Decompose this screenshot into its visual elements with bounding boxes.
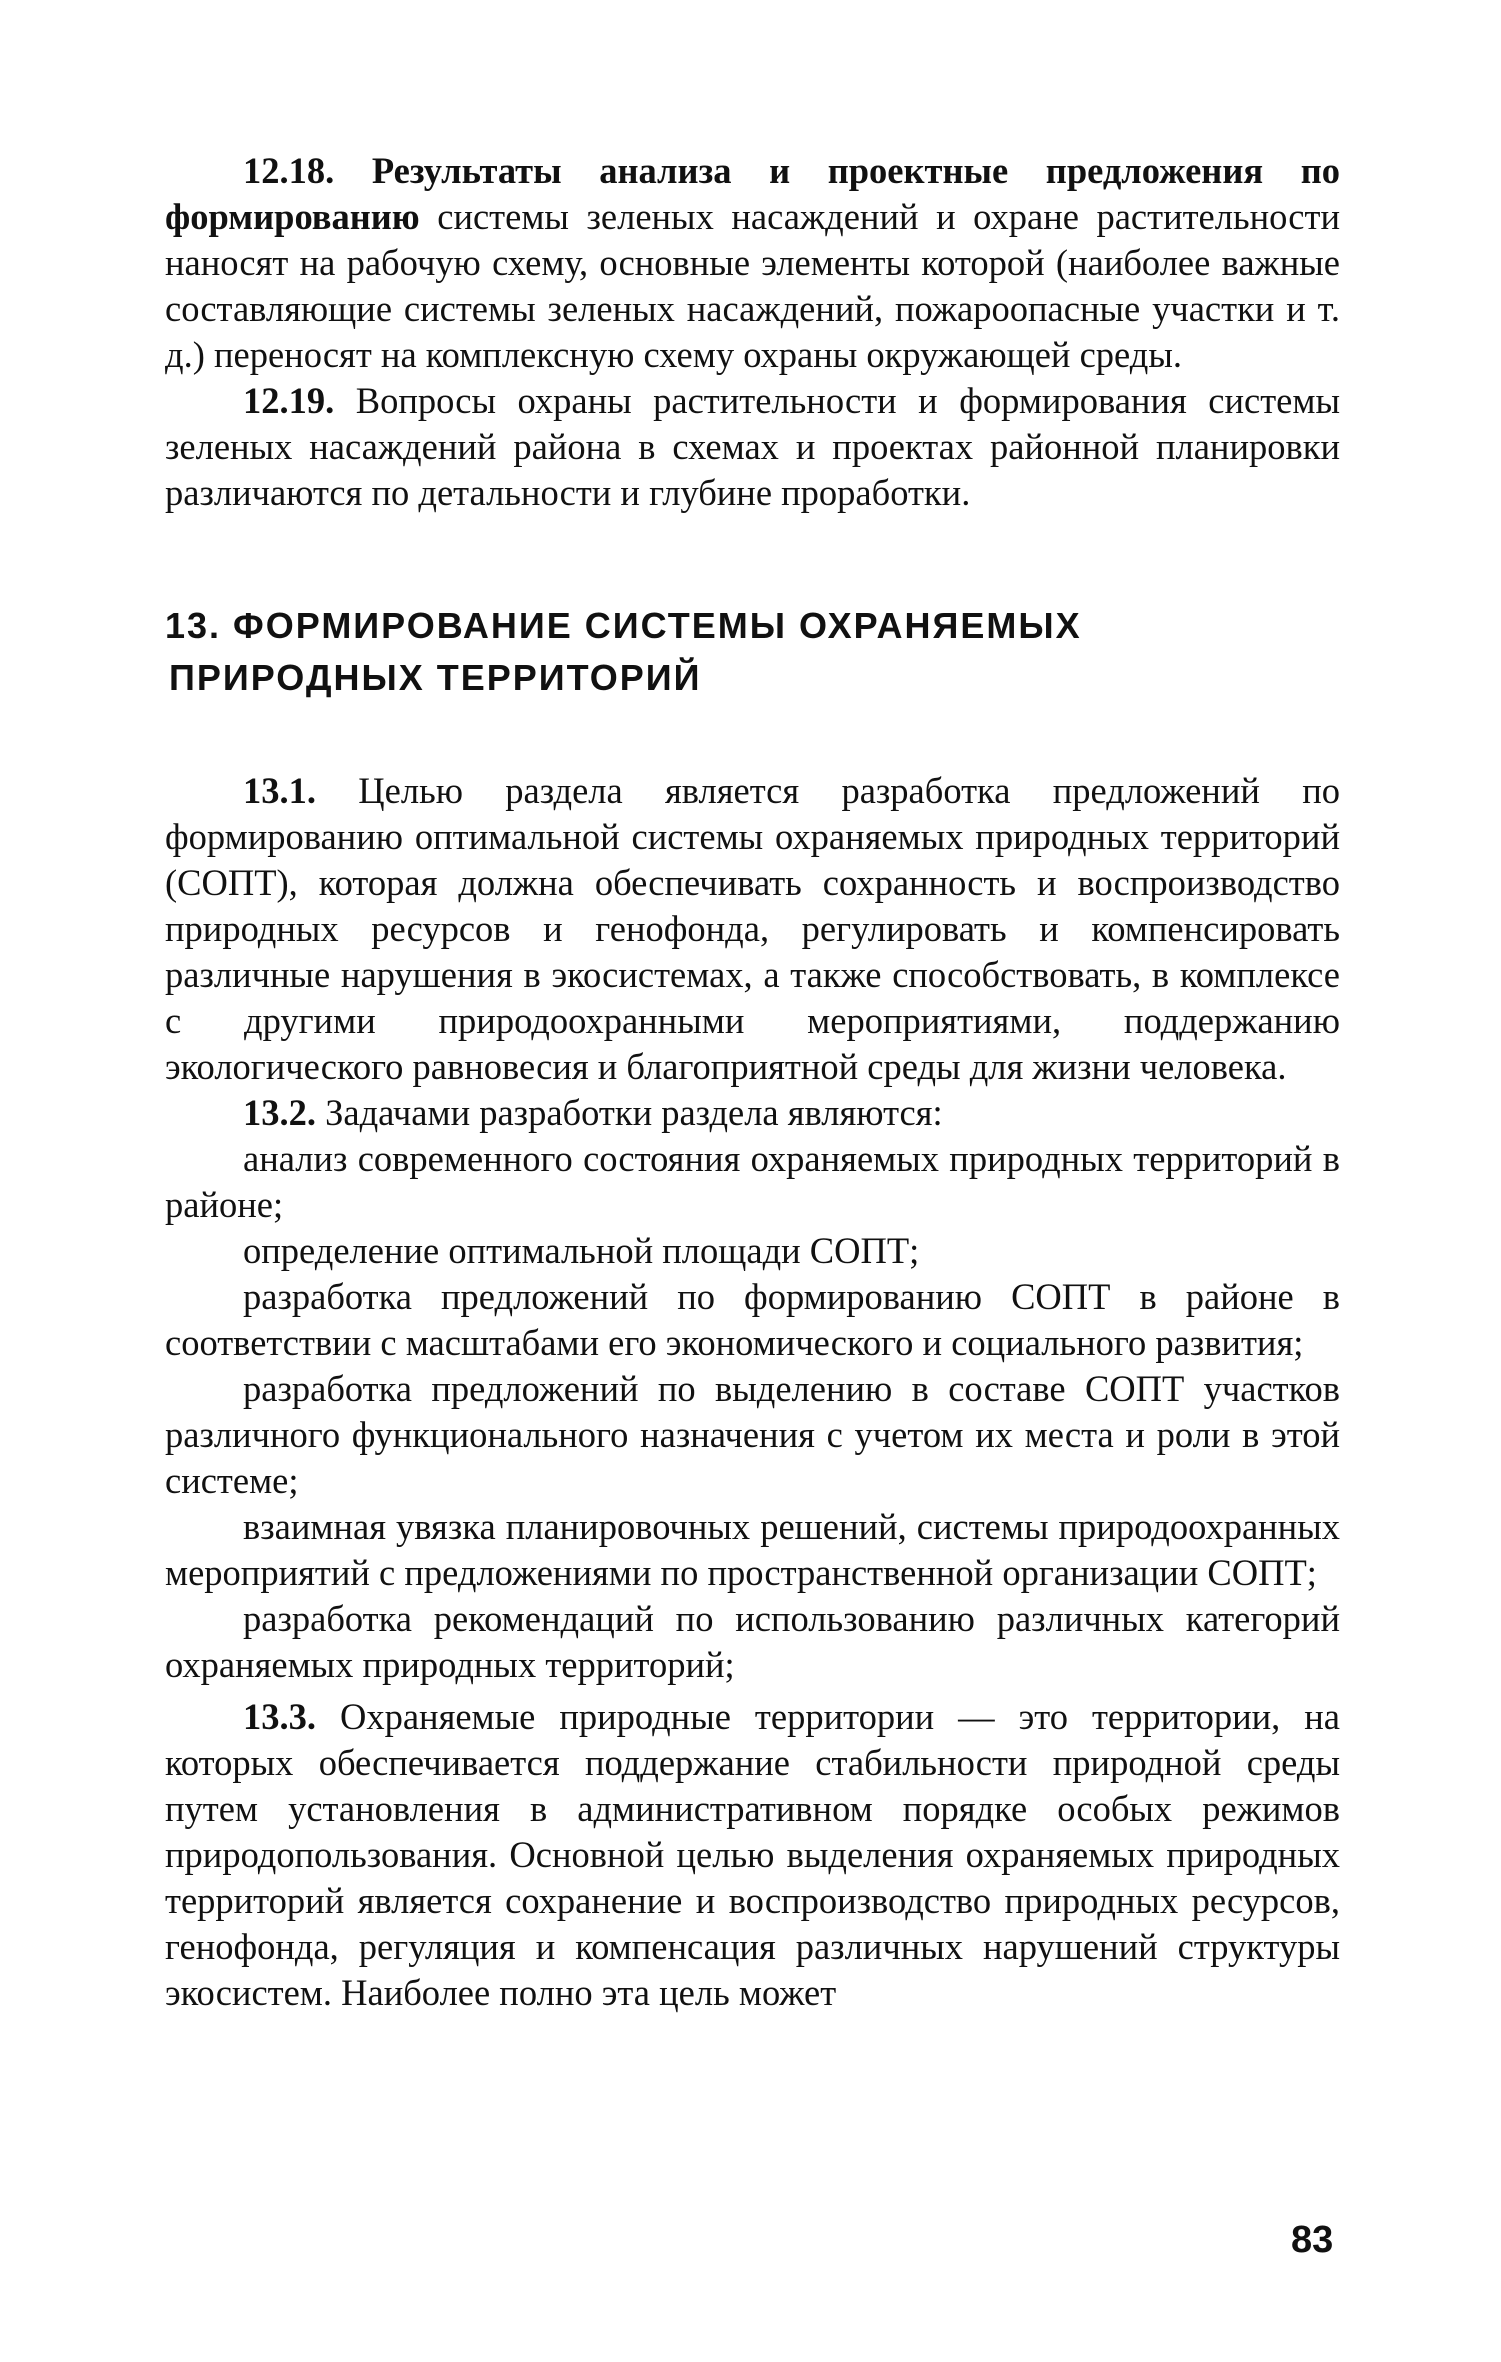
paragraph-number: 13.2. [243,1092,316,1133]
page-number: 83 [1291,2219,1334,2261]
paragraph-13-1 [165,768,1340,1090]
section-heading [165,600,1340,704]
paragraph-text: системы зеленых насаждений и охране растительности наносят на рабочую схему, основные элементы которой (наиболее важные составляющие системы зеленых насаждений, пожароопасные участки и т. д.) переносят на комплексную схему охраны окружающей среды. [165,196,1340,375]
paragraph-12-18 [165,148,1340,378]
task-item: разработка предложений по формированию СОПТ в районе в соответствии с масштабами его экономического и социального развития; [165,1276,1340,1363]
paragraph-13-3 [165,1694,1340,2016]
task-item: разработка рекомендаций по использованию различных категорий охраняемых природных территорий; [165,1598,1340,1685]
paragraph-text: Задачами разработки раздела являются: [316,1092,943,1133]
heading-line-2: ПРИРОДНЫХ ТЕРРИТОРИЙ [169,657,702,698]
paragraph-number: 13.1. [243,770,316,811]
heading-line-1: 13. ФОРМИРОВАНИЕ СИСТЕМЫ ОХРАНЯЕМЫХ [165,605,1082,646]
paragraph-bold-lead: Результаты анализа и проектные предложения по формированию [165,150,1340,237]
task-item: разработка предложений по выделению в составе СОПТ участков различного функционального назначения с учетом их места и роли в этой системе; [165,1368,1340,1501]
task-item: взаимная увязка планировочных решений, системы природоохранных мероприятий с предложениями по пространственной организации СОПТ; [165,1506,1340,1593]
page-body [165,148,1340,2016]
paragraph-text: Вопросы охраны растительности и формирования системы зеленых насаждений района в схемах и проектах районной планировки различаются по детальности и глубине проработки. [165,380,1340,513]
spacer [165,516,1340,600]
paragraph-number: 12.18. [243,150,335,191]
paragraph-13-2 [165,1090,1340,1136]
task-item: анализ современного состояния охраняемых природных территорий в районе; [165,1138,1340,1225]
task-item: определение оптимальной площади СОПТ; [243,1230,920,1271]
paragraph-number: 12.19. [243,380,335,421]
paragraph-text: Целью раздела является разработка предложений по формированию оптимальной системы охраняемых природных территорий (СОПТ), которая должна обеспечивать сохранность и воспроизводство природных ресурсов и генофонда, регулировать и компенсировать различные нарушения в экосистемах, а также способствовать, в комплексе с другими природоохранными мероприятиями, поддержанию экологического равновесия и благоприятной среды для жизни человека. [165,770,1340,1087]
paragraph-12-19 [165,378,1340,516]
paragraph-number: 13.3. [243,1696,316,1737]
spacer [165,704,1340,768]
paragraph-text: Охраняемые природные территории — это территории, на которых обеспечивается поддержание стабильности природной среды путем установления в административном порядке особых режимов природопользования. Основной целью выделения охраняемых природных территорий является сохранение и воспроизводство природных ресурсов, генофонда, регуляция и компенсация различных нарушений структуры экосистем. Наиболее полно эта цель может [165,1696,1340,2013]
